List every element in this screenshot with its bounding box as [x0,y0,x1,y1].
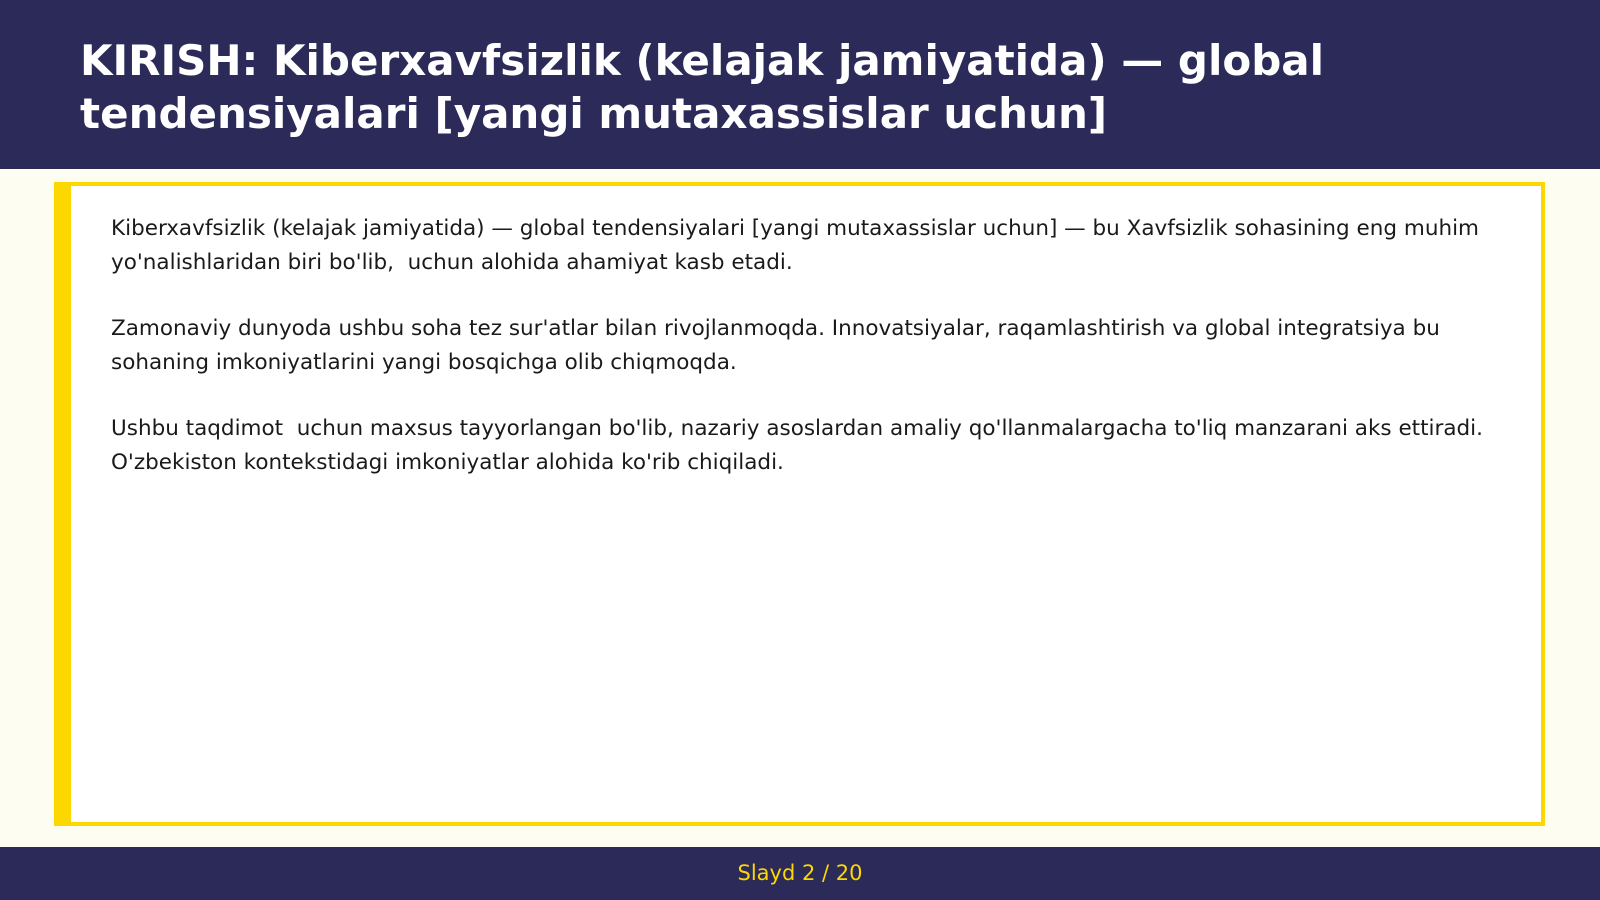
slide-title-line-1: KIRISH: Kiberxavfsizlik (kelajak jamiyatida) — global [80,36,1325,85]
slide-title [80,34,1520,140]
slide-header [0,0,1600,169]
slide-footer [0,847,1600,900]
paragraph-1: Kiberxavfsizlik (kelajak jamiyatida) — global tendensiyalari [yangi mutaxassislar uchun] — bu Xavfsizlik sohasining eng muhim yo'nalishlaridan biri bo'lib, uchun alohida ahamiyat kasb etadi. [111,216,1486,275]
paragraph-2: Zamonaviy dunyoda ushbu soha tez sur'atlar bilan rivojlanmoqda. Innovatsiyalar, raqamlashtirish va global integratsiya bu sohaning imkoniyatlarini yangi bosqichga olib chiqmoqda. [111,316,1447,375]
paragraph-3: Ushbu taqdimot uchun maxsus tayyorlangan bo'lib, nazariy asoslardan amaliy qo'llanmalargacha to'liq manzarani aks ettiradi. O'zbekiston kontekstidagi imkoniyatlar alohida ko'rib chiqiladi. [111,416,1490,475]
content-text [111,212,1511,512]
slide-title-line-2: tendensiyalari [yangi mutaxassislar uchun] [80,89,1108,138]
slide-counter: Slayd 2 / 20 [737,861,863,885]
